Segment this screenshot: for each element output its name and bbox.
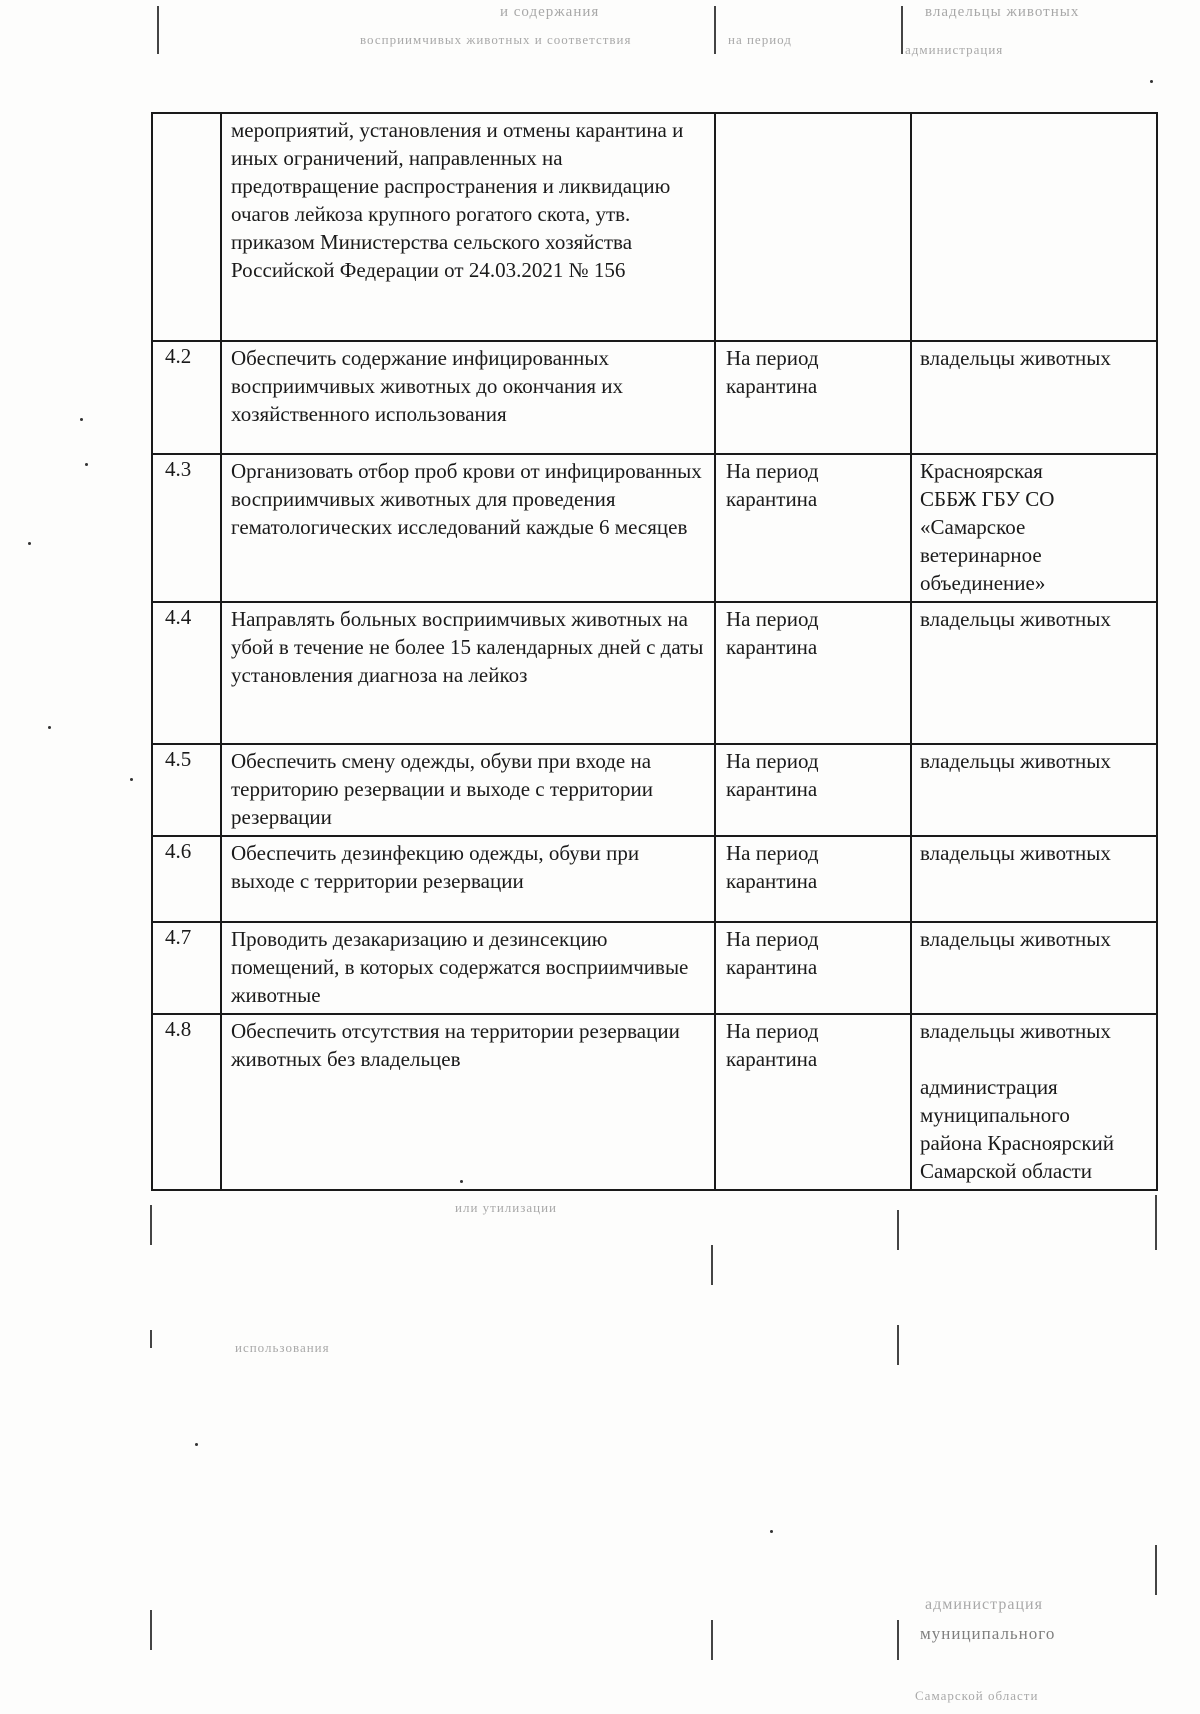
row-number: 4.8 <box>152 1014 221 1190</box>
responsible-line: объединение» <box>920 571 1046 595</box>
row-responsible <box>911 341 1157 454</box>
term-line: На период <box>726 841 819 865</box>
row-action: Обеспечить отсутствия на территории резервации животных без владельцев <box>221 1014 715 1190</box>
row-action: Обеспечить содержание инфицированных восприимчивых животных до окончания их хозяйственного использования <box>221 341 715 454</box>
ghost-footer-resp: муниципального <box>920 1624 1056 1643</box>
term-line: На период <box>726 749 819 773</box>
responsible-line: владельцы животных <box>920 841 1111 865</box>
scan-speck <box>1150 80 1153 83</box>
row-responsible <box>911 113 1157 341</box>
ghost-vertical-rule <box>157 6 159 54</box>
term-line: карантина <box>726 955 818 979</box>
row-term <box>715 836 911 922</box>
ghost-vertical-rule <box>150 1205 152 1245</box>
responsible-line: владельцы животных <box>920 1019 1111 1043</box>
scan-speck <box>28 542 31 545</box>
term-line: На период <box>726 927 819 951</box>
row-number: 4.4 <box>152 602 221 744</box>
row-responsible <box>911 602 1157 744</box>
scan-speck <box>48 726 51 729</box>
row-action: Направлять больных восприимчивых животных на убой в течение не более 15 календарных дней с даты установления диагноза на лейкоз <box>221 602 715 744</box>
term-line: карантина <box>726 374 818 398</box>
term-line: карантина <box>726 487 818 511</box>
row-term <box>715 1014 911 1190</box>
responsible-line: СББЖ ГБУ СО <box>920 487 1055 511</box>
row-term <box>715 922 911 1014</box>
row-action: Проводить дезакаризацию и дезинсекцию помещений, в которых содержатся восприимчивые животные <box>221 922 715 1014</box>
scan-speck <box>770 1530 773 1533</box>
ghost-vertical-rule <box>897 1325 899 1365</box>
term-line: На период <box>726 346 819 370</box>
table-row <box>152 836 1157 922</box>
row-number: 4.2 <box>152 341 221 454</box>
scan-speck <box>130 778 133 781</box>
row-action: Организовать отбор проб крови от инфицированных восприимчивых животных для проведения гематологических исследований каждые 6 месяцев <box>221 454 715 602</box>
ghost-header-term: на период <box>728 32 792 47</box>
term-line: На период <box>726 607 819 631</box>
responsible-line: Красноярская <box>920 459 1043 483</box>
row-action: мероприятий, установления и отмены карантина и иных ограничений, направленных на предотвращение распространения и ликвидацию очагов лейкоза крупного рогатого скота, утв. приказом Министерства сельского хозяйства Российской Федерации от 24.03.2021 № 156 <box>221 113 715 341</box>
ghost-vertical-rule <box>150 1330 152 1348</box>
row-term <box>715 744 911 836</box>
ghost-vertical-rule <box>901 6 903 54</box>
ghost-footer-resp: администрация <box>925 1596 1043 1613</box>
row-number: 4.5 <box>152 744 221 836</box>
table-row <box>152 113 1157 341</box>
ghost-vertical-rule <box>150 1610 152 1650</box>
responsible-line: владельцы животных <box>920 749 1111 773</box>
responsible-line: Самарской области <box>920 1159 1092 1183</box>
row-number: 4.6 <box>152 836 221 922</box>
responsible-line: администрация <box>920 1075 1058 1099</box>
ghost-footer-resp: Самарской области <box>915 1688 1039 1703</box>
row-responsible <box>911 922 1157 1014</box>
ghost-header-resp-top: владельцы животных <box>925 4 1080 20</box>
table-row <box>152 1014 1157 1190</box>
term-line: карантина <box>726 777 818 801</box>
scan-speck <box>460 1180 463 1183</box>
row-term <box>715 602 911 744</box>
responsible-line: ветеринарное <box>920 543 1042 567</box>
ghost-header-action-bottom: восприимчивых животных и соответствия <box>360 32 632 47</box>
ghost-footer-line: использования <box>235 1340 330 1355</box>
table-row <box>152 744 1157 836</box>
measures-table <box>151 112 1158 1191</box>
ghost-vertical-rule <box>897 1210 899 1250</box>
row-action: Обеспечить дезинфекцию одежды, обуви при выходе с территории резервации <box>221 836 715 922</box>
scan-speck <box>80 418 83 421</box>
ghost-footer-line: или утилизации <box>455 1200 558 1215</box>
ghost-vertical-rule <box>1155 1195 1157 1250</box>
responsible-line: владельцы животных <box>920 346 1111 370</box>
row-responsible <box>911 1014 1157 1190</box>
responsible-line: владельцы животных <box>920 607 1111 631</box>
row-action: Обеспечить смену одежды, обуви при входе на территорию резервации и выходе с территории резервации <box>221 744 715 836</box>
responsible-line: «Самарское <box>920 515 1026 539</box>
term-line: карантина <box>726 635 818 659</box>
row-term <box>715 113 911 341</box>
row-term <box>715 454 911 602</box>
row-term <box>715 341 911 454</box>
row-responsible <box>911 836 1157 922</box>
row-number: 4.7 <box>152 922 221 1014</box>
responsible-line: муниципального <box>920 1103 1070 1127</box>
term-line: карантина <box>726 1047 818 1071</box>
row-responsible <box>911 744 1157 836</box>
table-row <box>152 602 1157 744</box>
responsible-line: владельцы животных <box>920 927 1111 951</box>
ghost-header-resp-bottom: администрация <box>905 42 1004 57</box>
table-row <box>152 454 1157 602</box>
ghost-vertical-rule <box>714 6 716 54</box>
ghost-header-action-top: и содержания <box>500 4 600 20</box>
scan-speck <box>85 463 88 466</box>
scan-speck <box>195 1443 198 1446</box>
responsible-line: района Красноярский <box>920 1131 1115 1155</box>
ghost-vertical-rule <box>711 1245 713 1285</box>
ghost-vertical-rule <box>1155 1545 1157 1595</box>
term-line: карантина <box>726 869 818 893</box>
ghost-vertical-rule <box>711 1620 713 1660</box>
table-row <box>152 922 1157 1014</box>
row-responsible <box>911 454 1157 602</box>
term-line: На период <box>726 459 819 483</box>
row-number <box>152 113 221 341</box>
term-line: На период <box>726 1019 819 1043</box>
ghost-vertical-rule <box>897 1620 899 1660</box>
table-row <box>152 341 1157 454</box>
row-number: 4.3 <box>152 454 221 602</box>
